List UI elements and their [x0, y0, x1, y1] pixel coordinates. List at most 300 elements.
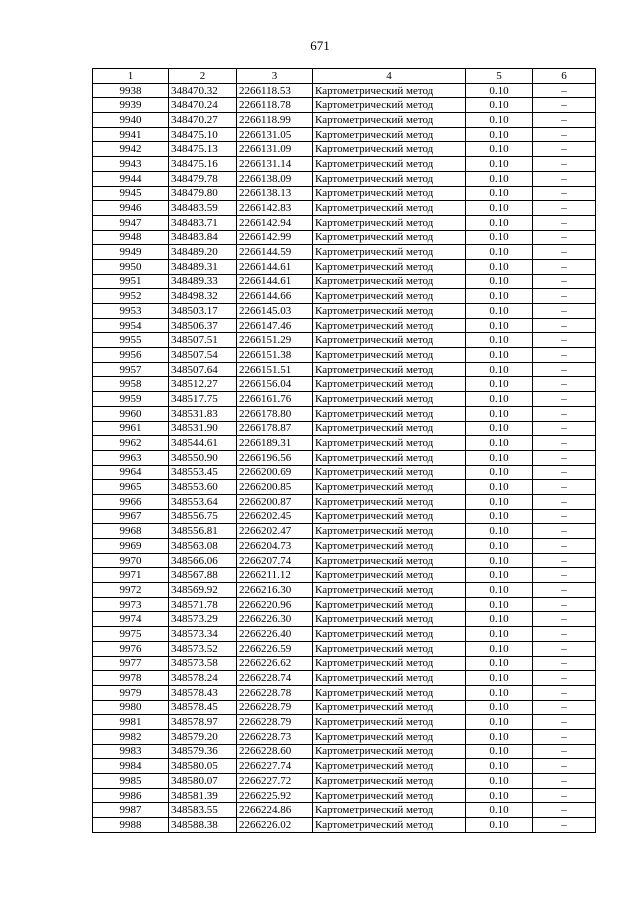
y-coordinate-cell: 2266211.12 [237, 568, 313, 583]
point-number-cell: 9983 [93, 744, 169, 759]
note-cell: – [533, 304, 596, 319]
accuracy-cell: 0.10 [466, 553, 533, 568]
table-row [93, 406, 596, 421]
x-coordinate-cell: 348553.64 [169, 494, 237, 509]
accuracy-cell: 0.10 [466, 494, 533, 509]
accuracy-cell: 0.10 [466, 289, 533, 304]
method-cell: Картометрический метод [313, 612, 466, 627]
accuracy-cell: 0.10 [466, 436, 533, 451]
table-row [93, 465, 596, 480]
table-row [93, 377, 596, 392]
note-cell: – [533, 348, 596, 363]
point-number-cell: 9958 [93, 377, 169, 392]
x-coordinate-cell: 348569.92 [169, 583, 237, 598]
note-cell: – [533, 318, 596, 333]
accuracy-cell: 0.10 [466, 759, 533, 774]
x-coordinate-cell: 348483.59 [169, 201, 237, 216]
y-coordinate-cell: 2266138.09 [237, 171, 313, 186]
point-number-cell: 9955 [93, 333, 169, 348]
table-row [93, 583, 596, 598]
accuracy-cell: 0.10 [466, 245, 533, 260]
y-coordinate-cell: 2266207.74 [237, 553, 313, 568]
table-row [93, 788, 596, 803]
y-coordinate-cell: 2266189.31 [237, 436, 313, 451]
y-coordinate-cell: 2266224.86 [237, 803, 313, 818]
table-row [93, 245, 596, 260]
note-cell: – [533, 656, 596, 671]
column-header: 2 [169, 69, 237, 84]
y-coordinate-cell: 2266216.30 [237, 583, 313, 598]
note-cell: – [533, 612, 596, 627]
method-cell: Картометрический метод [313, 539, 466, 554]
table-row [93, 480, 596, 495]
point-number-cell: 9956 [93, 348, 169, 363]
point-number-cell: 9941 [93, 127, 169, 142]
table-row [93, 230, 596, 245]
method-cell: Картометрический метод [313, 656, 466, 671]
column-header: 6 [533, 69, 596, 84]
method-cell: Картометрический метод [313, 274, 466, 289]
note-cell: – [533, 524, 596, 539]
note-cell: – [533, 333, 596, 348]
accuracy-cell: 0.10 [466, 98, 533, 113]
accuracy-cell: 0.10 [466, 803, 533, 818]
method-cell: Картометрический метод [313, 465, 466, 480]
point-number-cell: 9977 [93, 656, 169, 671]
note-cell: – [533, 818, 596, 833]
point-number-cell: 9975 [93, 627, 169, 642]
method-cell: Картометрический метод [313, 259, 466, 274]
method-cell: Картометрический метод [313, 494, 466, 509]
table-row [93, 362, 596, 377]
accuracy-cell: 0.10 [466, 127, 533, 142]
accuracy-cell: 0.10 [466, 627, 533, 642]
accuracy-cell: 0.10 [466, 377, 533, 392]
x-coordinate-cell: 348578.24 [169, 671, 237, 686]
table-row [93, 509, 596, 524]
table-row [93, 171, 596, 186]
method-cell: Картометрический метод [313, 568, 466, 583]
y-coordinate-cell: 2266118.78 [237, 98, 313, 113]
point-number-cell: 9954 [93, 318, 169, 333]
note-cell: – [533, 759, 596, 774]
y-coordinate-cell: 2266202.45 [237, 509, 313, 524]
table-row [93, 304, 596, 319]
note-cell: – [533, 274, 596, 289]
y-coordinate-cell: 2266228.79 [237, 700, 313, 715]
accuracy-cell: 0.10 [466, 450, 533, 465]
table-row [93, 142, 596, 157]
table-row [93, 729, 596, 744]
y-coordinate-cell: 2266225.92 [237, 788, 313, 803]
y-coordinate-cell: 2266220.96 [237, 597, 313, 612]
point-number-cell: 9966 [93, 494, 169, 509]
point-number-cell: 9950 [93, 259, 169, 274]
method-cell: Картометрический метод [313, 83, 466, 98]
note-cell: – [533, 406, 596, 421]
header-row [93, 69, 596, 84]
y-coordinate-cell: 2266118.99 [237, 113, 313, 128]
method-cell: Картометрический метод [313, 744, 466, 759]
x-coordinate-cell: 348544.61 [169, 436, 237, 451]
x-coordinate-cell: 348498.32 [169, 289, 237, 304]
method-cell: Картометрический метод [313, 715, 466, 730]
point-number-cell: 9951 [93, 274, 169, 289]
point-number-cell: 9982 [93, 729, 169, 744]
point-number-cell: 9939 [93, 98, 169, 113]
accuracy-cell: 0.10 [466, 700, 533, 715]
point-number-cell: 9962 [93, 436, 169, 451]
y-coordinate-cell: 2266144.61 [237, 259, 313, 274]
accuracy-cell: 0.10 [466, 715, 533, 730]
table-row [93, 715, 596, 730]
y-coordinate-cell: 2266145.03 [237, 304, 313, 319]
accuracy-cell: 0.10 [466, 201, 533, 216]
point-number-cell: 9985 [93, 774, 169, 789]
accuracy-cell: 0.10 [466, 612, 533, 627]
note-cell: – [533, 421, 596, 436]
point-number-cell: 9943 [93, 157, 169, 172]
x-coordinate-cell: 348475.10 [169, 127, 237, 142]
method-cell: Картометрический метод [313, 142, 466, 157]
note-cell: – [533, 641, 596, 656]
note-cell: – [533, 289, 596, 304]
point-number-cell: 9967 [93, 509, 169, 524]
note-cell: – [533, 377, 596, 392]
accuracy-cell: 0.10 [466, 524, 533, 539]
method-cell: Картометрический метод [313, 392, 466, 407]
method-cell: Картометрический метод [313, 406, 466, 421]
table-row [93, 421, 596, 436]
accuracy-cell: 0.10 [466, 671, 533, 686]
table-row [93, 656, 596, 671]
y-coordinate-cell: 2266131.05 [237, 127, 313, 142]
x-coordinate-cell: 348567.88 [169, 568, 237, 583]
method-cell: Картометрический метод [313, 774, 466, 789]
note-cell: – [533, 553, 596, 568]
note-cell: – [533, 583, 596, 598]
y-coordinate-cell: 2266228.60 [237, 744, 313, 759]
accuracy-cell: 0.10 [466, 142, 533, 157]
accuracy-cell: 0.10 [466, 171, 533, 186]
accuracy-cell: 0.10 [466, 539, 533, 554]
method-cell: Картометрический метод [313, 98, 466, 113]
note-cell: – [533, 715, 596, 730]
x-coordinate-cell: 348489.31 [169, 259, 237, 274]
note-cell: – [533, 362, 596, 377]
point-number-cell: 9952 [93, 289, 169, 304]
method-cell: Картометрический метод [313, 641, 466, 656]
point-number-cell: 9944 [93, 171, 169, 186]
note-cell: – [533, 157, 596, 172]
y-coordinate-cell: 2266226.40 [237, 627, 313, 642]
method-cell: Картометрический метод [313, 127, 466, 142]
table-row [93, 597, 596, 612]
y-coordinate-cell: 2266227.72 [237, 774, 313, 789]
note-cell: – [533, 98, 596, 113]
table-row [93, 700, 596, 715]
table-row [93, 744, 596, 759]
point-number-cell: 9973 [93, 597, 169, 612]
note-cell: – [533, 494, 596, 509]
y-coordinate-cell: 2266200.87 [237, 494, 313, 509]
point-number-cell: 9981 [93, 715, 169, 730]
table-row [93, 348, 596, 363]
note-cell: – [533, 744, 596, 759]
x-coordinate-cell: 348578.97 [169, 715, 237, 730]
table-row [93, 127, 596, 142]
y-coordinate-cell: 2266151.51 [237, 362, 313, 377]
method-cell: Картометрический метод [313, 818, 466, 833]
note-cell: – [533, 83, 596, 98]
table-row [93, 774, 596, 789]
note-cell: – [533, 803, 596, 818]
x-coordinate-cell: 348503.17 [169, 304, 237, 319]
y-coordinate-cell: 2266200.85 [237, 480, 313, 495]
note-cell: – [533, 230, 596, 245]
x-coordinate-cell: 348573.34 [169, 627, 237, 642]
table-row [93, 641, 596, 656]
accuracy-cell: 0.10 [466, 113, 533, 128]
note-cell: – [533, 539, 596, 554]
method-cell: Картометрический метод [313, 803, 466, 818]
y-coordinate-cell: 2266138.13 [237, 186, 313, 201]
x-coordinate-cell: 348563.08 [169, 539, 237, 554]
point-number-cell: 9988 [93, 818, 169, 833]
method-cell: Картометрический метод [313, 113, 466, 128]
y-coordinate-cell: 2266226.59 [237, 641, 313, 656]
method-cell: Картометрический метод [313, 348, 466, 363]
y-coordinate-cell: 2266144.61 [237, 274, 313, 289]
method-cell: Картометрический метод [313, 436, 466, 451]
note-cell: – [533, 259, 596, 274]
point-number-cell: 9974 [93, 612, 169, 627]
y-coordinate-cell: 2266131.09 [237, 142, 313, 157]
x-coordinate-cell: 348573.29 [169, 612, 237, 627]
point-number-cell: 9980 [93, 700, 169, 715]
accuracy-cell: 0.10 [466, 333, 533, 348]
accuracy-cell: 0.10 [466, 304, 533, 319]
accuracy-cell: 0.10 [466, 186, 533, 201]
table-row [93, 318, 596, 333]
y-coordinate-cell: 2266151.38 [237, 348, 313, 363]
point-number-cell: 9946 [93, 201, 169, 216]
accuracy-cell: 0.10 [466, 83, 533, 98]
method-cell: Картометрический метод [313, 186, 466, 201]
y-coordinate-cell: 2266151.29 [237, 333, 313, 348]
table-header [93, 69, 596, 84]
method-cell: Картометрический метод [313, 230, 466, 245]
y-coordinate-cell: 2266226.02 [237, 818, 313, 833]
point-number-cell: 9971 [93, 568, 169, 583]
table-row [93, 494, 596, 509]
note-cell: – [533, 245, 596, 260]
accuracy-cell: 0.10 [466, 421, 533, 436]
column-header: 4 [313, 69, 466, 84]
method-cell: Картометрический метод [313, 759, 466, 774]
x-coordinate-cell: 348579.36 [169, 744, 237, 759]
note-cell: – [533, 700, 596, 715]
x-coordinate-cell: 348573.52 [169, 641, 237, 656]
accuracy-cell: 0.10 [466, 656, 533, 671]
x-coordinate-cell: 348580.07 [169, 774, 237, 789]
point-number-cell: 9963 [93, 450, 169, 465]
note-cell: – [533, 509, 596, 524]
accuracy-cell: 0.10 [466, 480, 533, 495]
method-cell: Картометрический метод [313, 304, 466, 319]
method-cell: Картометрический метод [313, 215, 466, 230]
x-coordinate-cell: 348578.43 [169, 685, 237, 700]
table-row [93, 524, 596, 539]
point-number-cell: 9942 [93, 142, 169, 157]
point-number-cell: 9938 [93, 83, 169, 98]
page-number: 671 [310, 38, 330, 53]
note-cell: – [533, 671, 596, 686]
point-number-cell: 9957 [93, 362, 169, 377]
table-row [93, 201, 596, 216]
table-row [93, 627, 596, 642]
method-cell: Картометрический метод [313, 627, 466, 642]
x-coordinate-cell: 348475.16 [169, 157, 237, 172]
column-header: 1 [93, 69, 169, 84]
x-coordinate-cell: 348556.75 [169, 509, 237, 524]
accuracy-cell: 0.10 [466, 348, 533, 363]
x-coordinate-cell: 348579.20 [169, 729, 237, 744]
x-coordinate-cell: 348553.45 [169, 465, 237, 480]
x-coordinate-cell: 348578.45 [169, 700, 237, 715]
table-row [93, 436, 596, 451]
accuracy-cell: 0.10 [466, 230, 533, 245]
table-row [93, 803, 596, 818]
y-coordinate-cell: 2266196.56 [237, 450, 313, 465]
accuracy-cell: 0.10 [466, 685, 533, 700]
table-row [93, 392, 596, 407]
table-row [93, 113, 596, 128]
point-number-cell: 9945 [93, 186, 169, 201]
x-coordinate-cell: 348517.75 [169, 392, 237, 407]
method-cell: Картометрический метод [313, 171, 466, 186]
table-row [93, 157, 596, 172]
table-row [93, 685, 596, 700]
table-row [93, 568, 596, 583]
x-coordinate-cell: 348479.78 [169, 171, 237, 186]
x-coordinate-cell: 348479.80 [169, 186, 237, 201]
method-cell: Картометрический метод [313, 700, 466, 715]
accuracy-cell: 0.10 [466, 215, 533, 230]
method-cell: Картометрический метод [313, 597, 466, 612]
note-cell: – [533, 729, 596, 744]
table-row [93, 98, 596, 113]
note-cell: – [533, 436, 596, 451]
method-cell: Картометрический метод [313, 362, 466, 377]
x-coordinate-cell: 348470.24 [169, 98, 237, 113]
table-row [93, 612, 596, 627]
x-coordinate-cell: 348506.37 [169, 318, 237, 333]
accuracy-cell: 0.10 [466, 465, 533, 480]
y-coordinate-cell: 2266228.79 [237, 715, 313, 730]
point-number-cell: 9959 [93, 392, 169, 407]
point-number-cell: 9969 [93, 539, 169, 554]
note-cell: – [533, 392, 596, 407]
x-coordinate-cell: 348588.38 [169, 818, 237, 833]
y-coordinate-cell: 2266147.46 [237, 318, 313, 333]
point-number-cell: 9976 [93, 641, 169, 656]
x-coordinate-cell: 348470.27 [169, 113, 237, 128]
y-coordinate-cell: 2266144.59 [237, 245, 313, 260]
method-cell: Картометрический метод [313, 333, 466, 348]
method-cell: Картометрический метод [313, 685, 466, 700]
point-number-cell: 9947 [93, 215, 169, 230]
table-body [93, 83, 596, 832]
table-row [93, 186, 596, 201]
method-cell: Картометрический метод [313, 788, 466, 803]
point-number-cell: 9978 [93, 671, 169, 686]
note-cell: – [533, 788, 596, 803]
note-cell: – [533, 568, 596, 583]
table-row [93, 83, 596, 98]
method-cell: Картометрический метод [313, 509, 466, 524]
method-cell: Картометрический метод [313, 480, 466, 495]
note-cell: – [533, 465, 596, 480]
accuracy-cell: 0.10 [466, 788, 533, 803]
coordinates-table [92, 68, 596, 833]
accuracy-cell: 0.10 [466, 274, 533, 289]
y-coordinate-cell: 2266204.73 [237, 539, 313, 554]
accuracy-cell: 0.10 [466, 729, 533, 744]
table-row [93, 450, 596, 465]
point-number-cell: 9960 [93, 406, 169, 421]
point-number-cell: 9972 [93, 583, 169, 598]
x-coordinate-cell: 348583.55 [169, 803, 237, 818]
point-number-cell: 9953 [93, 304, 169, 319]
method-cell: Картометрический метод [313, 201, 466, 216]
note-cell: – [533, 142, 596, 157]
accuracy-cell: 0.10 [466, 259, 533, 274]
table-row [93, 818, 596, 833]
x-coordinate-cell: 348573.58 [169, 656, 237, 671]
x-coordinate-cell: 348475.13 [169, 142, 237, 157]
method-cell: Картометрический метод [313, 157, 466, 172]
method-cell: Картометрический метод [313, 245, 466, 260]
method-cell: Картометрический метод [313, 524, 466, 539]
y-coordinate-cell: 2266161.76 [237, 392, 313, 407]
point-number-cell: 9968 [93, 524, 169, 539]
x-coordinate-cell: 348470.32 [169, 83, 237, 98]
x-coordinate-cell: 348553.60 [169, 480, 237, 495]
method-cell: Картометрический метод [313, 377, 466, 392]
method-cell: Картометрический метод [313, 583, 466, 598]
accuracy-cell: 0.10 [466, 362, 533, 377]
accuracy-cell: 0.10 [466, 583, 533, 598]
note-cell: – [533, 186, 596, 201]
point-number-cell: 9986 [93, 788, 169, 803]
x-coordinate-cell: 348580.05 [169, 759, 237, 774]
y-coordinate-cell: 2266178.87 [237, 421, 313, 436]
x-coordinate-cell: 348581.39 [169, 788, 237, 803]
point-number-cell: 9965 [93, 480, 169, 495]
y-coordinate-cell: 2266200.69 [237, 465, 313, 480]
method-cell: Картометрический метод [313, 729, 466, 744]
x-coordinate-cell: 348507.64 [169, 362, 237, 377]
note-cell: – [533, 450, 596, 465]
table-row [93, 759, 596, 774]
table-row [93, 539, 596, 554]
y-coordinate-cell: 2266118.53 [237, 83, 313, 98]
method-cell: Картометрический метод [313, 421, 466, 436]
accuracy-cell: 0.10 [466, 597, 533, 612]
y-coordinate-cell: 2266226.62 [237, 656, 313, 671]
x-coordinate-cell: 348512.27 [169, 377, 237, 392]
